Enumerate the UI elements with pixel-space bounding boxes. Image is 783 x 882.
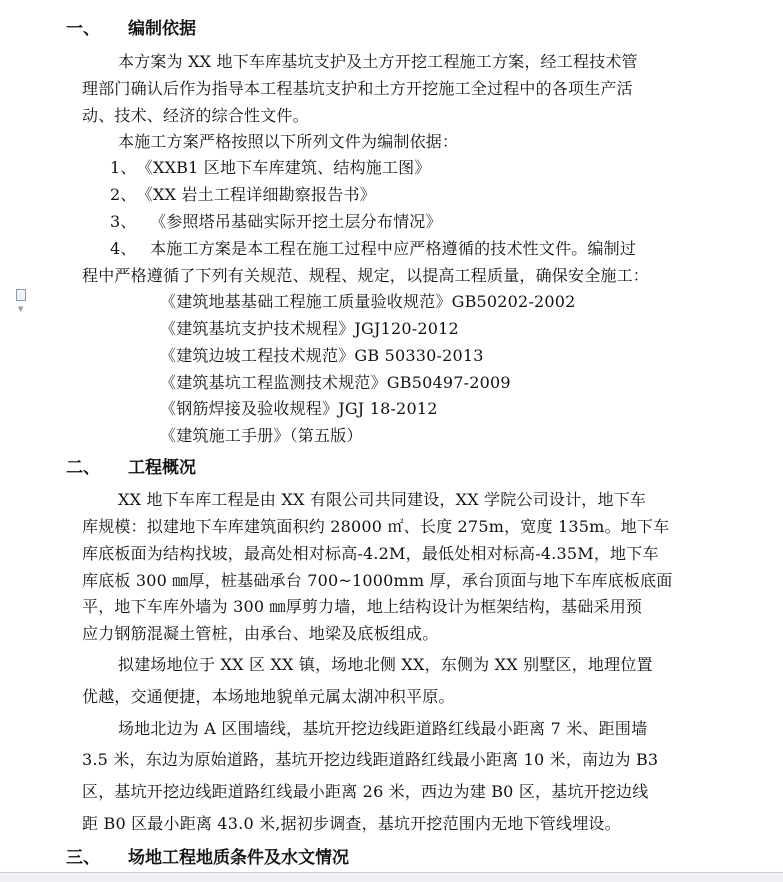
paragraph-line: XX 地下车库工程是由 XX 有限公司共同建设，XX 学院公司设计，地下车 [118, 490, 647, 509]
paragraph-line: 应力钢筋混凝土管桩，由承台、地梁及底板组成。 [82, 624, 439, 643]
section-heading-2 [66, 453, 196, 478]
paragraph-line: 平，地下车库外墙为 300 ㎜厚剪力墙，地上结构设计为框架结构，基础采用预 [82, 597, 643, 616]
section-number: 三、 [66, 848, 100, 868]
paragraph-line: 区，基坑开挖边线距道路红线最小距离 26 米，西边为建 B0 区，基坑开挖边线 [82, 782, 649, 801]
list-item: 2、 《XX 岩土工程详细勘察报告书》 [110, 185, 376, 204]
chevron-down-icon: ▼ [18, 305, 24, 313]
section-heading-1 [66, 14, 196, 39]
list-item: 4、 本施工方案是本工程在施工过程中应严格遵循的技术性文件。编制过 [110, 239, 637, 258]
reference-item: 《建筑施工手册》（第五版） [160, 426, 363, 445]
paragraph-line: 程中严格遵循了下列有关规范、规程、规定，以提高工程质量，确保安全施工： [82, 266, 650, 285]
reference-item: 《建筑边坡工程技术规范》GB 50330-2013 [160, 346, 484, 365]
paragraph-line: 本施工方案严格按照以下所列文件为编制依据： [118, 132, 459, 151]
section-number: 二、 [66, 458, 100, 478]
section-title: 工程概况 [128, 458, 196, 478]
paragraph-line: 库底板 300 ㎜厚，桩基础承台 700~1000mm 厚，承台顶面与地下车库底板底面 [82, 571, 673, 590]
paragraph-line: 优越，交通便捷，本场地地貌单元属太湖冲积平原。 [82, 687, 455, 706]
list-item: 3、 《参照塔吊基础实际开挖土层分布情况》 [110, 212, 442, 231]
status-bar [0, 872, 783, 882]
reference-item: 《建筑地基基础工程施工质量验收规范》GB50202-2002 [160, 292, 576, 311]
reference-item: 《钢筋焊接及验收规程》JGJ 18-2012 [160, 399, 438, 418]
paragraph-line: 本方案为 XX 地下车库基坑支护及土方开挖工程施工方案，经工程技术管 [118, 52, 638, 71]
section-title: 编制依据 [128, 19, 196, 39]
paragraph-line: 动、技术、经济的综合性文件。 [82, 106, 309, 125]
paragraph-line: 理部门确认后作为指导本工程基坑支护和土方开挖施工全过程中的各项生产活 [82, 79, 633, 98]
list-item: 1、 《XXB1 区地下车库建筑、结构施工图》 [110, 158, 431, 177]
paragraph-line: 库底板面为结构找坡，最高处相对标高-4.2M，最低处相对标高-4.35M，地下车 [82, 544, 659, 563]
paragraph-line: 3.5 米，东边为原始道路，基坑开挖边线距道路红线最小距离 10 米，南边为 B3 [82, 750, 659, 769]
paragraph-line: 库规模：拟建地下车库建筑面积约 28000 ㎡、长度 275m，宽度 135m。地下车 [82, 517, 670, 536]
section-heading-3 [66, 843, 349, 868]
section-title: 场地工程地质条件及水文情况 [128, 848, 349, 868]
document-margin-icon[interactable] [16, 288, 30, 313]
section-number: 一、 [66, 19, 100, 39]
reference-item: 《建筑基坑工程监测技术规范》GB50497-2009 [160, 373, 511, 392]
paragraph-line: 场地北边为 A 区围墙线，基坑开挖边线距道路红线最小距离 7 米、距围墙 [118, 719, 648, 738]
paragraph-line: 拟建场地位于 XX 区 XX 镇，场地北侧 XX，东侧为 XX 别墅区，地理位置 [118, 655, 653, 674]
paragraph-line: 距 B0 区最小距离 43.0 米,据初步调查，基坑开挖范围内无地下管线埋设。 [82, 814, 621, 833]
reference-item: 《建筑基坑支护技术规程》JGJ120-2012 [160, 319, 459, 338]
document-icon [16, 289, 26, 301]
